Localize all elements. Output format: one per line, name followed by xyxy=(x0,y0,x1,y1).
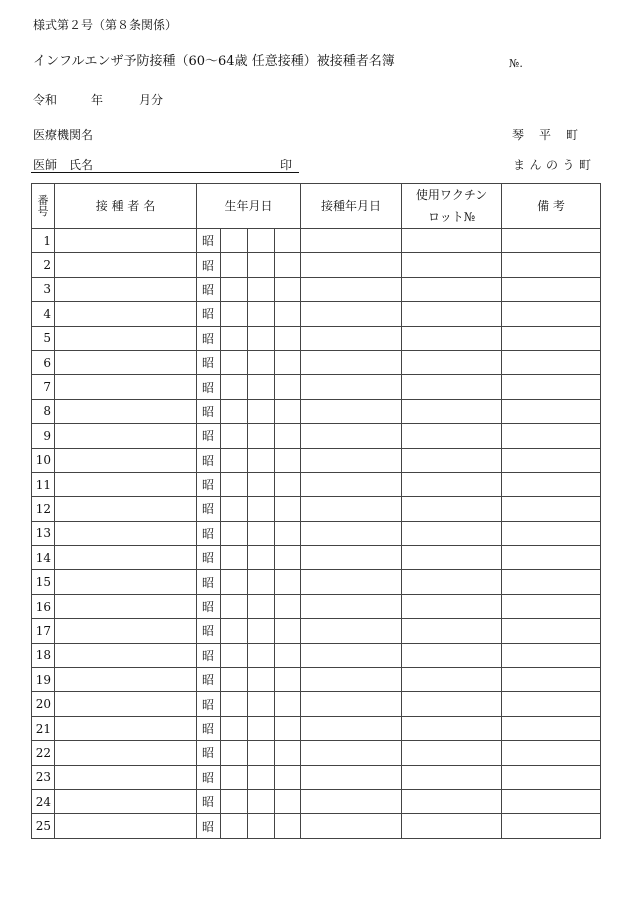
birth-day-cell[interactable] xyxy=(275,789,301,813)
birth-year-cell[interactable] xyxy=(221,741,248,765)
remarks-cell[interactable] xyxy=(502,692,601,716)
birth-month-cell[interactable] xyxy=(248,253,275,277)
era-cell: 昭 xyxy=(197,399,221,423)
birth-month-cell[interactable] xyxy=(248,302,275,326)
era-cell: 昭 xyxy=(197,546,221,570)
vaccination-date-cell[interactable] xyxy=(301,229,402,253)
town-name-kanji xyxy=(512,128,593,142)
vaccination-date-cell[interactable] xyxy=(301,570,402,594)
birth-year-cell[interactable] xyxy=(221,472,248,496)
vaccine-lot-cell[interactable] xyxy=(402,619,502,643)
remarks-cell[interactable] xyxy=(502,814,601,838)
form-identifier: 様式第２号（第８条関係） xyxy=(33,18,178,32)
remarks-cell[interactable] xyxy=(502,326,601,350)
recipient-name-cell[interactable] xyxy=(55,326,197,350)
birth-day-cell[interactable] xyxy=(275,570,301,594)
birth-year-cell[interactable] xyxy=(221,497,248,521)
vaccination-date-cell[interactable] xyxy=(301,326,402,350)
town-char: ま xyxy=(513,158,526,172)
birth-day-cell[interactable] xyxy=(275,765,301,789)
table-row xyxy=(32,302,601,326)
era-cell: 昭 xyxy=(197,497,221,521)
era-cell: 昭 xyxy=(197,594,221,618)
era-cell: 昭 xyxy=(197,424,221,448)
town-char: ん xyxy=(529,158,542,172)
table-row xyxy=(32,253,601,277)
town-char: の xyxy=(546,158,559,172)
birth-month-cell[interactable] xyxy=(248,594,275,618)
vaccination-date-cell[interactable] xyxy=(301,521,402,545)
birth-month-cell[interactable] xyxy=(248,229,275,253)
birth-day-cell[interactable] xyxy=(275,741,301,765)
table-row xyxy=(32,448,601,472)
remarks-cell[interactable] xyxy=(502,741,601,765)
remarks-cell[interactable] xyxy=(502,375,601,399)
table-row xyxy=(32,326,601,350)
vaccine-lot-cell[interactable] xyxy=(402,643,502,667)
row-number: 10 xyxy=(32,448,55,472)
vaccine-lot-cell[interactable] xyxy=(402,521,502,545)
birth-month-cell[interactable] xyxy=(248,570,275,594)
vaccine-lot-cell[interactable] xyxy=(402,302,502,326)
birth-month-cell[interactable] xyxy=(248,716,275,740)
birth-year-cell[interactable] xyxy=(221,789,248,813)
row-number: 24 xyxy=(32,789,55,813)
birth-year-cell[interactable] xyxy=(221,350,248,374)
remarks-cell[interactable] xyxy=(502,277,601,301)
era-cell: 昭 xyxy=(197,302,221,326)
recipient-name-cell[interactable] xyxy=(55,619,197,643)
birth-day-cell[interactable] xyxy=(275,350,301,374)
recipient-register-table xyxy=(31,183,601,839)
vaccination-date-cell[interactable] xyxy=(301,765,402,789)
era-cell: 昭 xyxy=(197,570,221,594)
birth-day-cell[interactable] xyxy=(275,643,301,667)
table-row xyxy=(32,643,601,667)
remarks-cell[interactable] xyxy=(502,789,601,813)
era-cell: 昭 xyxy=(197,814,221,838)
vaccination-date-cell[interactable] xyxy=(301,668,402,692)
birth-year-cell[interactable] xyxy=(221,229,248,253)
vaccination-date-cell[interactable] xyxy=(301,619,402,643)
recipient-name-cell[interactable] xyxy=(55,424,197,448)
birth-day-cell[interactable] xyxy=(275,668,301,692)
header-vaccine-lot xyxy=(402,184,502,229)
birth-year-cell[interactable] xyxy=(221,253,248,277)
remarks-cell[interactable] xyxy=(502,546,601,570)
table-row xyxy=(32,789,601,813)
birth-month-cell[interactable] xyxy=(248,546,275,570)
vaccination-date-cell[interactable] xyxy=(301,497,402,521)
vaccination-date-cell[interactable] xyxy=(301,448,402,472)
table-row xyxy=(32,497,601,521)
birth-year-cell[interactable] xyxy=(221,448,248,472)
birth-month-cell[interactable] xyxy=(248,375,275,399)
vaccination-date-cell[interactable] xyxy=(301,594,402,618)
era-cell: 昭 xyxy=(197,643,221,667)
row-number: 16 xyxy=(32,594,55,618)
era-cell: 昭 xyxy=(197,765,221,789)
vaccine-lot-cell[interactable] xyxy=(402,594,502,618)
header-name: 接 種 者 名 xyxy=(55,184,197,229)
birth-day-cell[interactable] xyxy=(275,326,301,350)
birth-year-cell[interactable] xyxy=(221,643,248,667)
birth-month-cell[interactable] xyxy=(248,350,275,374)
document-title: インフルエンザ予防接種（60～64歳 任意接種）被接種者名簿 xyxy=(33,54,395,69)
recipient-name-cell[interactable] xyxy=(55,253,197,277)
row-number: 3 xyxy=(32,277,55,301)
remarks-cell[interactable] xyxy=(502,643,601,667)
table-row xyxy=(32,765,601,789)
birth-month-cell[interactable] xyxy=(248,814,275,838)
era-cell: 昭 xyxy=(197,521,221,545)
era-cell: 昭 xyxy=(197,229,221,253)
era-cell: 昭 xyxy=(197,668,221,692)
table-row xyxy=(32,472,601,496)
remarks-cell[interactable] xyxy=(502,619,601,643)
birth-day-cell[interactable] xyxy=(275,716,301,740)
remarks-cell[interactable] xyxy=(502,472,601,496)
vaccine-lot-cell[interactable] xyxy=(402,668,502,692)
era-cell: 昭 xyxy=(197,789,221,813)
row-number: 14 xyxy=(32,546,55,570)
seal-label: 印 xyxy=(280,158,293,172)
birth-year-cell[interactable] xyxy=(221,399,248,423)
table-row xyxy=(32,570,601,594)
vaccination-date-cell[interactable] xyxy=(301,472,402,496)
row-number: 19 xyxy=(32,668,55,692)
recipient-name-cell[interactable] xyxy=(55,668,197,692)
vaccine-lot-cell[interactable] xyxy=(402,570,502,594)
remarks-cell[interactable] xyxy=(502,399,601,423)
era-cell: 昭 xyxy=(197,375,221,399)
recipient-name-cell[interactable] xyxy=(55,643,197,667)
era-cell: 昭 xyxy=(197,741,221,765)
birth-year-cell[interactable] xyxy=(221,570,248,594)
table-row xyxy=(32,814,601,838)
birth-year-cell[interactable] xyxy=(221,668,248,692)
recipient-name-cell[interactable] xyxy=(55,546,197,570)
town-char: 町 xyxy=(579,158,592,172)
birth-month-cell[interactable] xyxy=(248,765,275,789)
birth-year-cell[interactable] xyxy=(221,716,248,740)
row-number: 5 xyxy=(32,326,55,350)
birth-day-cell[interactable] xyxy=(275,814,301,838)
era-label: 令和 xyxy=(33,93,58,107)
birth-month-cell[interactable] xyxy=(248,741,275,765)
vaccination-date-cell[interactable] xyxy=(301,302,402,326)
vaccination-date-cell[interactable] xyxy=(301,375,402,399)
header-number xyxy=(32,184,55,229)
birth-year-cell[interactable] xyxy=(221,424,248,448)
birth-month-cell[interactable] xyxy=(248,424,275,448)
row-number: 1 xyxy=(32,229,55,253)
vaccination-date-cell[interactable] xyxy=(301,277,402,301)
era-cell: 昭 xyxy=(197,350,221,374)
era-cell: 昭 xyxy=(197,716,221,740)
table-row xyxy=(32,375,601,399)
vaccine-lot-cell[interactable] xyxy=(402,741,502,765)
vaccination-date-cell[interactable] xyxy=(301,350,402,374)
birth-month-cell[interactable] xyxy=(248,448,275,472)
vaccine-lot-cell[interactable] xyxy=(402,229,502,253)
birth-day-cell[interactable] xyxy=(275,546,301,570)
birth-day-cell[interactable] xyxy=(275,692,301,716)
row-number: 15 xyxy=(32,570,55,594)
recipient-name-cell[interactable] xyxy=(55,277,197,301)
table-row xyxy=(32,521,601,545)
town-char: 平 xyxy=(539,128,552,142)
era-cell: 昭 xyxy=(197,692,221,716)
vaccine-lot-cell[interactable] xyxy=(402,326,502,350)
table-row xyxy=(32,594,601,618)
era-cell: 昭 xyxy=(197,619,221,643)
birth-month-cell[interactable] xyxy=(248,521,275,545)
facility-label: 医療機関名 xyxy=(33,128,94,142)
recipient-name-cell[interactable] xyxy=(55,350,197,374)
year-label: 年 xyxy=(91,93,104,107)
vaccination-date-cell[interactable] xyxy=(301,692,402,716)
birth-month-cell[interactable] xyxy=(248,619,275,643)
recipient-name-cell[interactable] xyxy=(55,375,197,399)
birth-year-cell[interactable] xyxy=(221,326,248,350)
birth-year-cell[interactable] xyxy=(221,277,248,301)
birth-year-cell[interactable] xyxy=(221,619,248,643)
recipient-name-cell[interactable] xyxy=(55,399,197,423)
era-cell: 昭 xyxy=(197,448,221,472)
recipient-name-cell[interactable] xyxy=(55,570,197,594)
birth-month-cell[interactable] xyxy=(248,277,275,301)
recipient-name-cell[interactable] xyxy=(55,497,197,521)
era-cell: 昭 xyxy=(197,277,221,301)
header-lot-line2: ロット№ xyxy=(427,210,476,224)
vaccine-lot-cell[interactable] xyxy=(402,277,502,301)
row-number: 22 xyxy=(32,741,55,765)
vaccine-lot-cell[interactable] xyxy=(402,375,502,399)
town-char: 琴 xyxy=(512,128,525,142)
birth-day-cell[interactable] xyxy=(275,424,301,448)
remarks-cell[interactable] xyxy=(502,765,601,789)
vaccination-date-cell[interactable] xyxy=(301,546,402,570)
remarks-cell[interactable] xyxy=(502,594,601,618)
birth-month-cell[interactable] xyxy=(248,399,275,423)
table-row xyxy=(32,277,601,301)
birth-day-cell[interactable] xyxy=(275,399,301,423)
birth-day-cell[interactable] xyxy=(275,375,301,399)
table-row xyxy=(32,350,601,374)
row-number: 11 xyxy=(32,472,55,496)
remarks-cell[interactable] xyxy=(502,570,601,594)
remarks-cell[interactable] xyxy=(502,350,601,374)
vaccination-date-cell[interactable] xyxy=(301,253,402,277)
vaccination-date-cell[interactable] xyxy=(301,814,402,838)
row-number: 25 xyxy=(32,814,55,838)
header-lot-line1: 使用ワクチン xyxy=(415,188,488,202)
birth-day-cell[interactable] xyxy=(275,472,301,496)
remarks-cell[interactable] xyxy=(502,668,601,692)
birth-year-cell[interactable] xyxy=(221,521,248,545)
remarks-cell[interactable] xyxy=(502,716,601,740)
vaccine-lot-cell[interactable] xyxy=(402,546,502,570)
recipient-name-cell[interactable] xyxy=(55,594,197,618)
vaccination-date-cell[interactable] xyxy=(301,716,402,740)
vaccination-date-cell[interactable] xyxy=(301,741,402,765)
vaccination-date-cell[interactable] xyxy=(301,424,402,448)
recipient-name-cell[interactable] xyxy=(55,692,197,716)
table-row xyxy=(32,229,601,253)
row-number: 2 xyxy=(32,253,55,277)
birth-year-cell[interactable] xyxy=(221,375,248,399)
era-cell: 昭 xyxy=(197,472,221,496)
recipient-name-cell[interactable] xyxy=(55,521,197,545)
town-name-kana xyxy=(513,158,596,172)
remarks-cell[interactable] xyxy=(502,302,601,326)
vaccine-lot-cell[interactable] xyxy=(402,350,502,374)
recipient-name-cell[interactable] xyxy=(55,472,197,496)
birth-year-cell[interactable] xyxy=(221,765,248,789)
doctor-label: 医師 氏名 xyxy=(33,158,94,172)
vaccine-lot-cell[interactable] xyxy=(402,814,502,838)
table-row xyxy=(32,546,601,570)
row-number: 21 xyxy=(32,716,55,740)
row-number: 20 xyxy=(32,692,55,716)
row-number: 18 xyxy=(32,643,55,667)
era-cell: 昭 xyxy=(197,253,221,277)
birth-day-cell[interactable] xyxy=(275,497,301,521)
remarks-cell[interactable] xyxy=(502,424,601,448)
birth-month-cell[interactable] xyxy=(248,668,275,692)
vaccine-lot-cell[interactable] xyxy=(402,497,502,521)
vaccine-lot-cell[interactable] xyxy=(402,765,502,789)
table-header-row xyxy=(32,184,601,229)
table-row xyxy=(32,716,601,740)
vaccine-lot-cell[interactable] xyxy=(402,424,502,448)
remarks-cell[interactable] xyxy=(502,448,601,472)
birth-day-cell[interactable] xyxy=(275,302,301,326)
vaccination-date-cell[interactable] xyxy=(301,643,402,667)
era-cell: 昭 xyxy=(197,326,221,350)
remarks-cell[interactable] xyxy=(502,521,601,545)
birth-year-cell[interactable] xyxy=(221,302,248,326)
recipient-name-cell[interactable] xyxy=(55,716,197,740)
header-birthdate: 生年月日 xyxy=(197,184,301,229)
vaccine-lot-cell[interactable] xyxy=(402,789,502,813)
birth-month-cell[interactable] xyxy=(248,472,275,496)
month-label: 月分 xyxy=(139,93,164,107)
recipient-name-cell[interactable] xyxy=(55,229,197,253)
birth-month-cell[interactable] xyxy=(248,643,275,667)
row-number: 4 xyxy=(32,302,55,326)
birth-day-cell[interactable] xyxy=(275,594,301,618)
birth-day-cell[interactable] xyxy=(275,253,301,277)
birth-month-cell[interactable] xyxy=(248,497,275,521)
row-number: 7 xyxy=(32,375,55,399)
header-remarks: 備 考 xyxy=(502,184,601,229)
table-row xyxy=(32,741,601,765)
town-char: う xyxy=(562,158,575,172)
recipient-name-cell[interactable] xyxy=(55,814,197,838)
table-row xyxy=(32,692,601,716)
vaccination-date-cell[interactable] xyxy=(301,789,402,813)
birth-year-cell[interactable] xyxy=(221,594,248,618)
row-number: 6 xyxy=(32,350,55,374)
row-number: 23 xyxy=(32,765,55,789)
table-row xyxy=(32,668,601,692)
recipient-name-cell[interactable] xyxy=(55,765,197,789)
recipient-name-cell[interactable] xyxy=(55,789,197,813)
vaccine-lot-cell[interactable] xyxy=(402,399,502,423)
remarks-cell[interactable] xyxy=(502,497,601,521)
birth-year-cell[interactable] xyxy=(221,546,248,570)
recipient-name-cell[interactable] xyxy=(55,741,197,765)
vaccine-lot-cell[interactable] xyxy=(402,253,502,277)
row-number: 13 xyxy=(32,521,55,545)
birth-day-cell[interactable] xyxy=(275,448,301,472)
birth-month-cell[interactable] xyxy=(248,326,275,350)
number-label: №. xyxy=(509,57,523,70)
table-row xyxy=(32,619,601,643)
remarks-cell[interactable] xyxy=(502,229,601,253)
row-number: 17 xyxy=(32,619,55,643)
row-number: 8 xyxy=(32,399,55,423)
recipient-name-cell[interactable] xyxy=(55,448,197,472)
vaccine-lot-cell[interactable] xyxy=(402,448,502,472)
header-number-text: 番号 xyxy=(37,194,49,218)
table-row xyxy=(32,424,601,448)
row-number: 9 xyxy=(32,424,55,448)
birth-day-cell[interactable] xyxy=(275,521,301,545)
birth-month-cell[interactable] xyxy=(248,692,275,716)
recipient-name-cell[interactable] xyxy=(55,302,197,326)
vaccine-lot-cell[interactable] xyxy=(402,472,502,496)
vaccination-date-cell[interactable] xyxy=(301,399,402,423)
town-char: 町 xyxy=(566,128,579,142)
remarks-cell[interactable] xyxy=(502,253,601,277)
date-line xyxy=(33,93,163,107)
birth-day-cell[interactable] xyxy=(275,277,301,301)
vaccine-lot-cell[interactable] xyxy=(402,692,502,716)
birth-day-cell[interactable] xyxy=(275,619,301,643)
birth-month-cell[interactable] xyxy=(248,789,275,813)
table-row xyxy=(32,399,601,423)
birth-day-cell[interactable] xyxy=(275,229,301,253)
birth-year-cell[interactable] xyxy=(221,692,248,716)
vaccine-lot-cell[interactable] xyxy=(402,716,502,740)
header-vaccination-date: 接種年月日 xyxy=(301,184,402,229)
birth-year-cell[interactable] xyxy=(221,814,248,838)
row-number: 12 xyxy=(32,497,55,521)
